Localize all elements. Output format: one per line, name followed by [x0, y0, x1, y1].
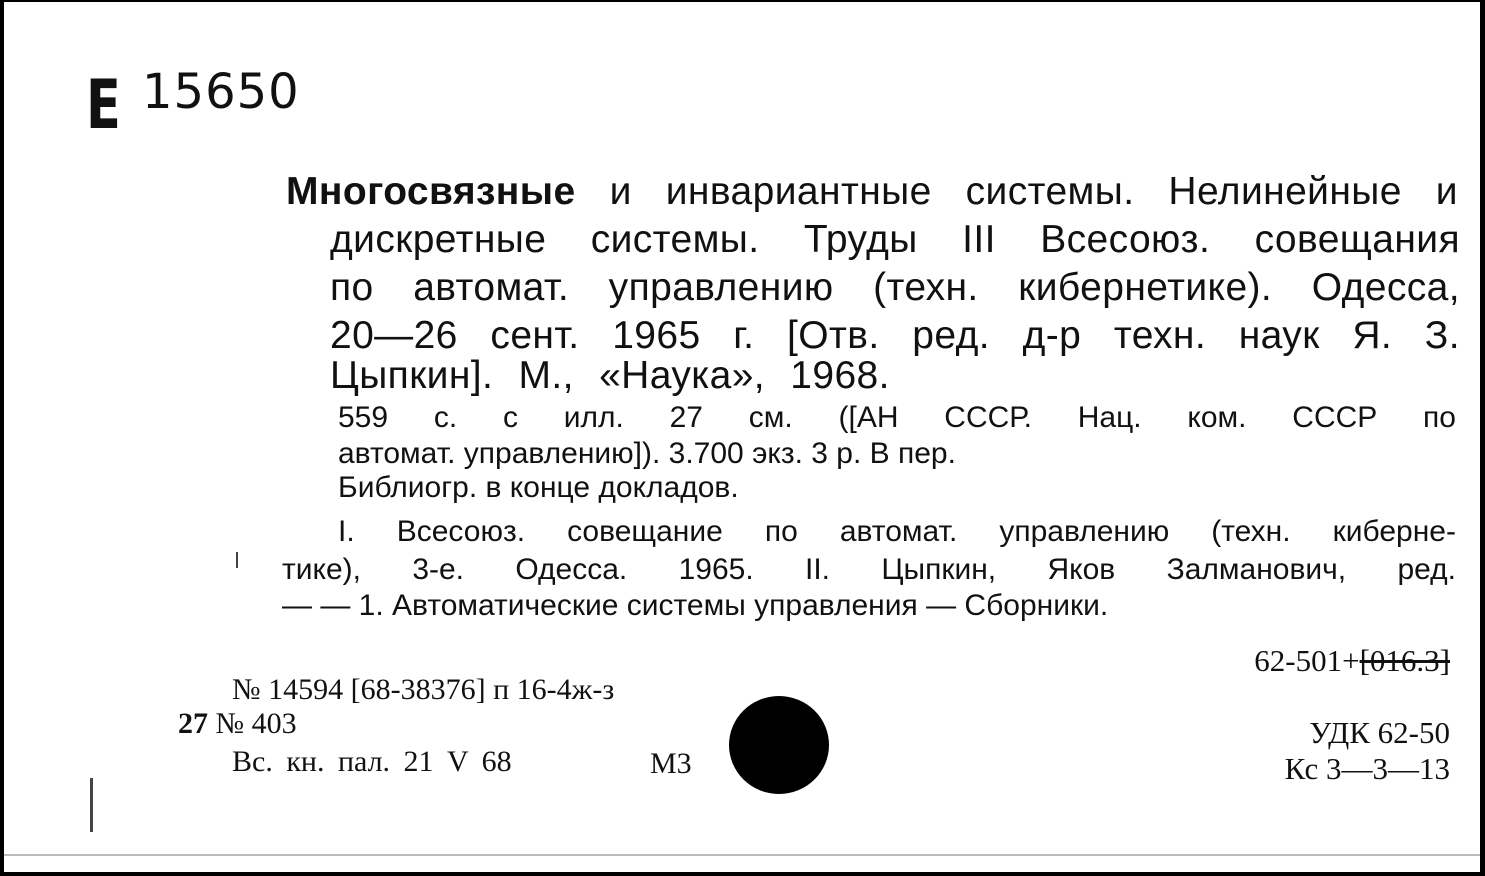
title-line-3: по автомат. управлению (техн. кибернетике). Одесса,	[330, 266, 1460, 309]
title-line-1-text: и инвариантные системы. Нелинейные и	[609, 170, 1458, 213]
card-letter: E	[86, 66, 121, 145]
margin-tick	[236, 552, 238, 568]
title-line-5: Цыпкин]. М., «Наука», 1968.	[330, 354, 890, 397]
registry-line-3: Вс. кн. пал. 21 V 68	[232, 745, 512, 778]
kc-code: Кс 3—3—13	[1284, 751, 1450, 786]
catalog-card	[4, 2, 1480, 872]
tracing-line-2: тике), 3-е. Одесса. 1965. II. Цыпкин, Яков Залманович, ред.	[282, 553, 1456, 586]
title-line-4: 20—26 сент. 1965 г. [Отв. ред. д-р техн. наук Я. З.	[330, 314, 1460, 357]
tracing-line-1: I. Всесоюз. совещание по автомат. управлению (техн. киберне-	[338, 515, 1456, 548]
classification-code-struck: [016.3]	[1359, 643, 1450, 678]
tracing-line-3: — — 1. Автоматические системы управления — Сборники.	[282, 589, 1109, 622]
title-line-1	[286, 168, 1458, 216]
title-bold: Многосвязные	[286, 170, 576, 213]
udk-code: УДК 62-50	[1309, 715, 1450, 750]
registry-line-1: № 14594 [68-38376] п 16-4ж-з	[232, 673, 615, 706]
classification-code-main: 62-501+	[1254, 643, 1360, 678]
collation-line-2: автомат. управлению]). 3.700 экз. 3 р. В пер.	[338, 437, 956, 470]
card-bottom-edge	[4, 854, 1480, 856]
margin-mark	[90, 778, 93, 832]
title-line-2: дискретные системы. Труды III Всесоюз. совещания	[330, 218, 1460, 261]
registry-mark: M3	[650, 747, 692, 780]
ink-blot	[729, 696, 829, 794]
classification-code	[1190, 642, 1450, 680]
collation-line-3: Библиогр. в конце докладов.	[338, 471, 739, 504]
registry-line-2-text: № 403	[215, 707, 297, 740]
collation-line-1: 559 с. с илл. 27 см. ([АН СССР. Нац. ком. СССР по	[338, 401, 1456, 434]
accession-number: 15650	[142, 64, 300, 120]
registry-line-2	[178, 706, 297, 742]
registry-line-2-prefix: 27	[178, 707, 208, 740]
